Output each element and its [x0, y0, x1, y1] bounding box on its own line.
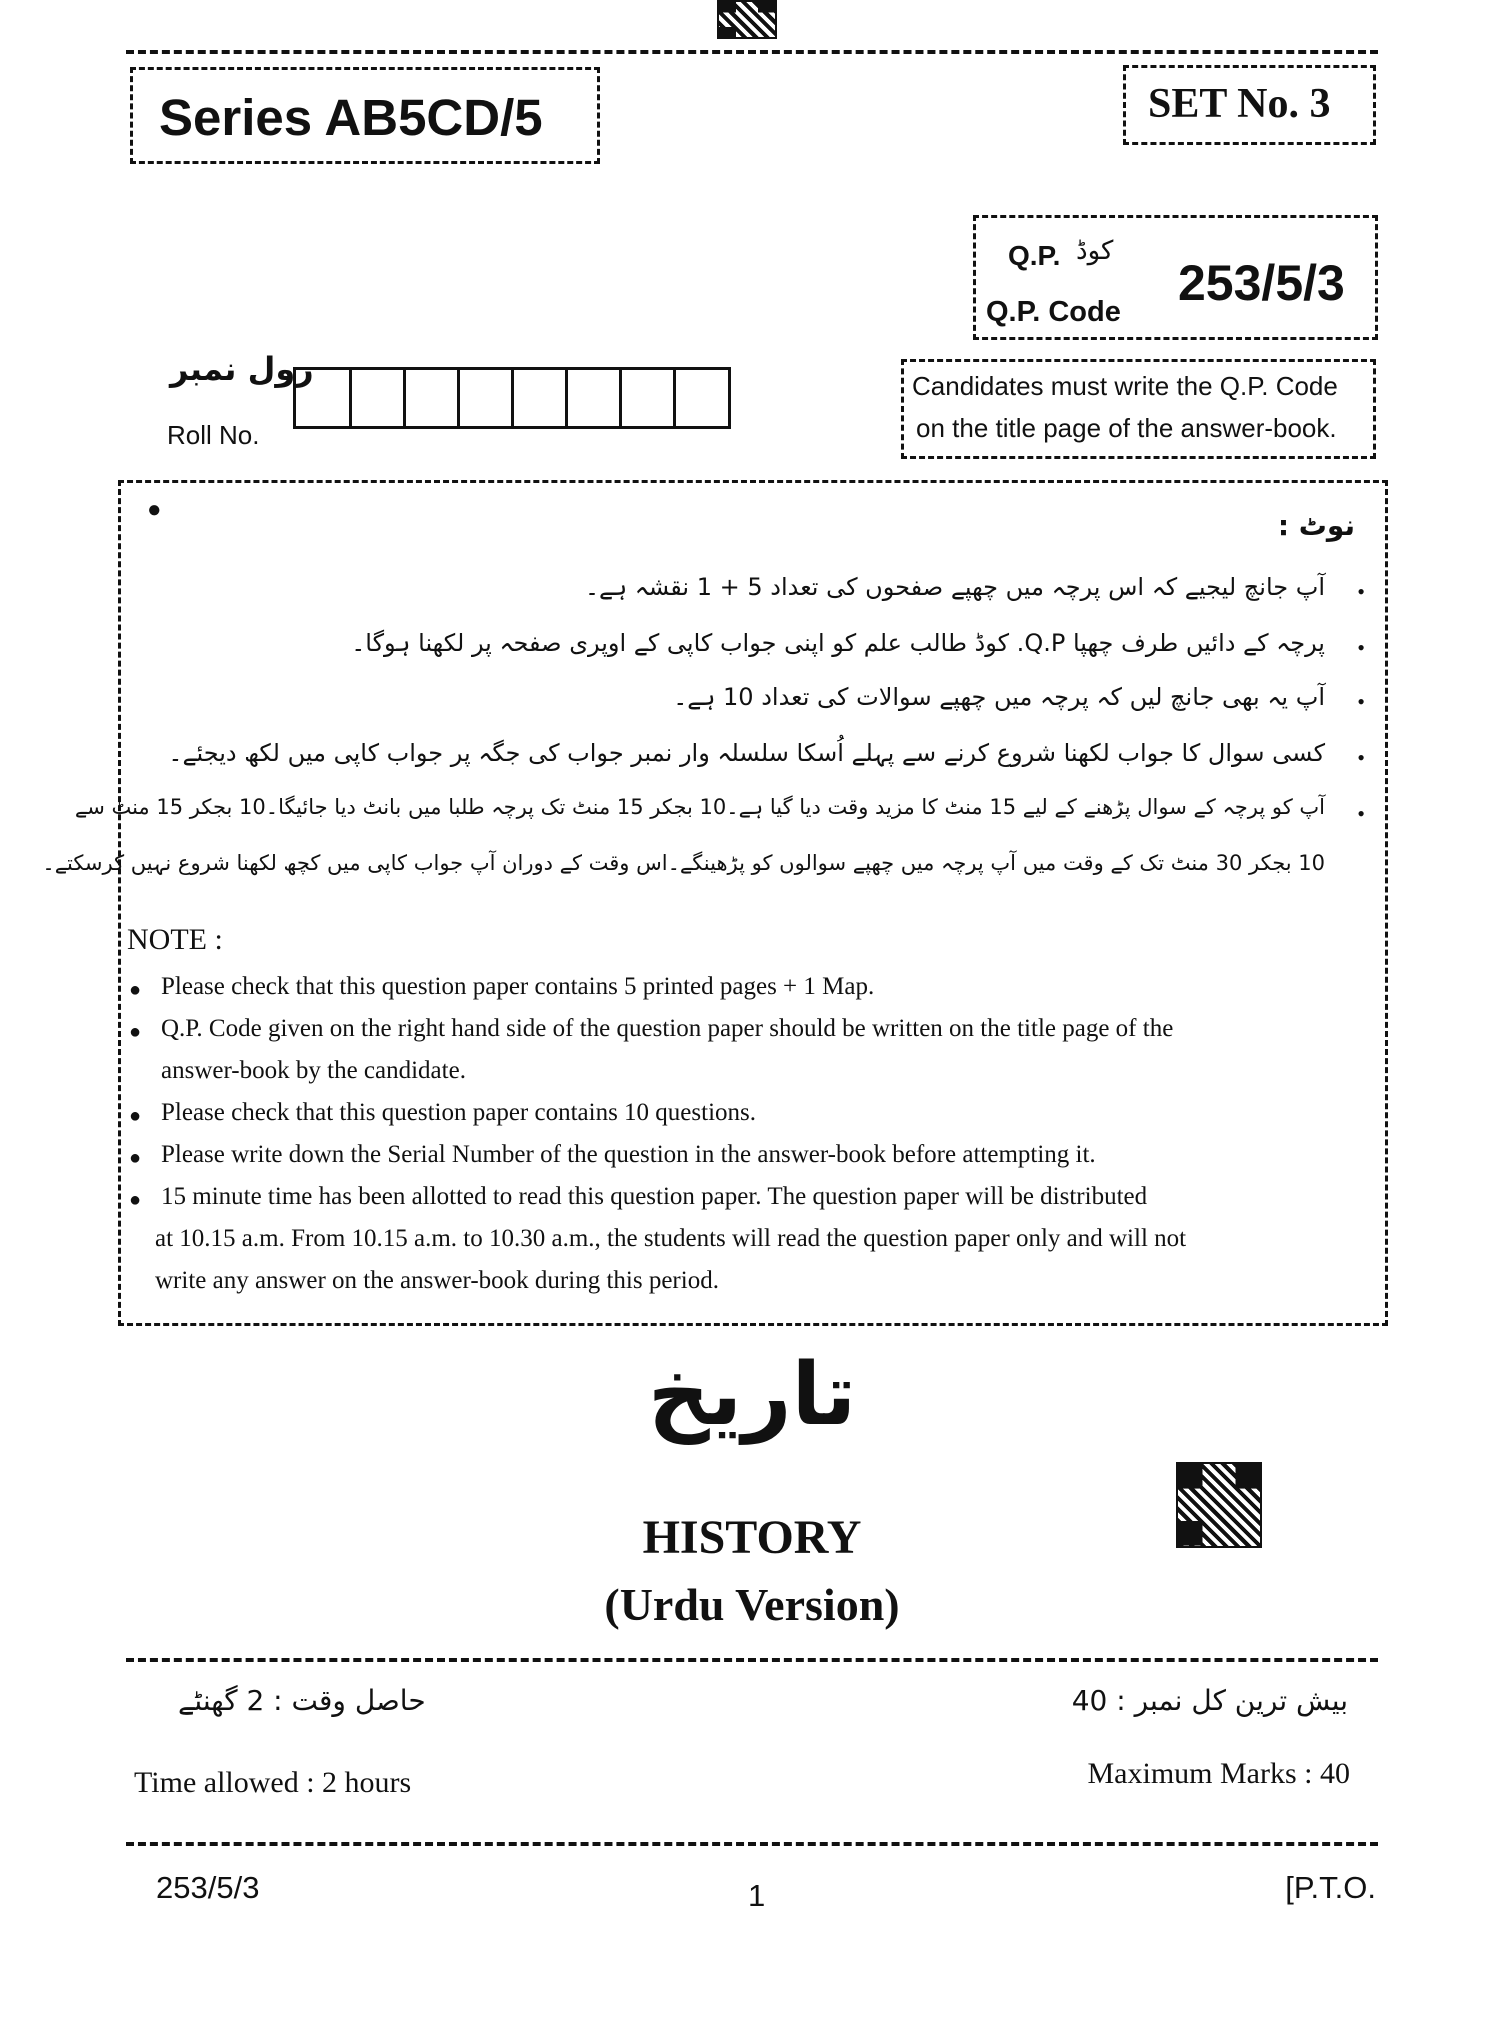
note-english-title: NOTE : [127, 923, 223, 956]
english-note-2-cont: answer-book by the candidate. [161, 1057, 466, 1084]
qp-label: Q.P. Code [986, 296, 1121, 328]
time-allowed-urdu: حاصل وقت : 2 گھنٹے [178, 1684, 426, 1717]
set-number: SET No. 3 [1148, 81, 1331, 127]
candidates-notice-box [901, 359, 1376, 459]
english-note-2: Q.P. Code given on the right hand side of the question paper should be written on the title page of the [161, 1015, 1174, 1042]
top-rule [126, 50, 1378, 54]
bullet: ● [129, 1189, 142, 1211]
qr-code-top [717, 0, 777, 39]
english-note-5-cont: at 10.15 a.m. From 10.15 a.m. to 10.30 a.m., the students will read the question paper only and will not [155, 1225, 1187, 1252]
english-note-4: Please write down the Serial Number of the question in the answer-book before attempting it. [161, 1141, 1096, 1168]
max-marks: Maximum Marks : 40 [1087, 1757, 1350, 1790]
urdu-note-2: پرچہ کے دائیں طرف چھپا Q.P. کوڈ طالب علم کو اپنی جواب کاپی کے اوپری صفحہ پر لکھنا ہوگا۔ [351, 629, 1325, 657]
pto: [P.T.O. [1285, 1870, 1376, 1905]
series-box [130, 67, 600, 164]
notice-line-2: on the title page of the answer-book. [916, 413, 1337, 443]
roll-cell[interactable] [352, 370, 406, 426]
urdu-note-1: آپ جانچ لیجیے کہ اس پرچہ میں چھپے صفحوں کی تعداد 5 + 1 نقشہ ہے۔ [584, 573, 1325, 601]
time-allowed: Time allowed : 2 hours [134, 1766, 412, 1799]
rule [126, 1658, 1378, 1662]
roll-cell[interactable] [514, 370, 568, 426]
bullet: ● [129, 1105, 142, 1127]
bullet: • [1357, 635, 1365, 660]
roll-label: Roll No. [167, 420, 260, 450]
roll-cell[interactable] [406, 370, 460, 426]
qp-code-box [973, 215, 1378, 340]
bullet: • [1357, 801, 1365, 826]
roll-cell[interactable] [568, 370, 622, 426]
english-note-1: Please check that this question paper contains 5 printed pages + 1 Map. [161, 973, 875, 1000]
roll-number-boxes[interactable] [293, 367, 731, 429]
notice-line-1: Candidates must write the Q.P. Code [912, 371, 1338, 401]
english-note-5-cont2: write any answer on the answer-book during this period. [155, 1267, 719, 1294]
roll-cell[interactable] [622, 370, 676, 426]
note-urdu-title: نوٹ : [1277, 509, 1355, 542]
urdu-note-5-cont: 10 بجکر 30 منٹ تک کے وقت میں آپ پرچہ میں چھپے سوالوں کو پڑھینگے۔اس وقت کے دوران آپ جواب کاپی میں کچھ لکھنا شروع نہیں کرسکتے۔ [42, 851, 1325, 875]
roll-cell[interactable] [460, 370, 514, 426]
bullet: ● [129, 1021, 142, 1043]
series-label: Series AB5CD/5 [159, 89, 543, 146]
qp-label-urdu: کوڈ [1076, 236, 1114, 266]
bullet: • [1357, 689, 1365, 714]
instructions-box [42, 480, 1388, 1326]
qp-code: 253/5/3 [1178, 255, 1345, 311]
footer-code: 253/5/3 [156, 1870, 260, 1905]
rule [126, 1842, 1378, 1846]
bullet-stray: ● [147, 497, 162, 523]
urdu-note-5: آپ کو پرچہ کے سوال پڑھنے کے لیے 15 منٹ کا مزید وقت دیا گیا ہے۔10 بجکر 15 منٹ تک پرچہ طلبا میں بانٹ دیا جائیگا۔10 بجکر 15 منٹ سے [74, 795, 1325, 819]
bullet: • [1357, 579, 1365, 604]
set-number-box [1123, 65, 1376, 145]
english-note-5: 15 minute time has been allotted to read this question paper. The question paper will be distributed [161, 1183, 1148, 1210]
subject-title-urdu: تاریخ [647, 1345, 857, 1445]
english-note-3: Please check that this question paper contains 10 questions. [161, 1099, 757, 1126]
urdu-note-3: آپ یہ بھی جانچ لیں کہ پرچہ میں چھپے سوالات کی تعداد 10 ہے۔ [673, 683, 1325, 711]
qr-code [1176, 1462, 1262, 1548]
max-marks-urdu: بیش ترین کل نمبر : 40 [1071, 1684, 1348, 1717]
subject-title: HISTORY [642, 1511, 862, 1564]
roll-label-urdu: رول نمبر [170, 350, 314, 388]
subject-version: (Urdu Version) [604, 1579, 900, 1630]
roll-cell[interactable] [296, 370, 352, 426]
qp-label-short: Q.P. [1008, 240, 1061, 271]
page-number: 1 [748, 1878, 766, 1913]
bullet: ● [129, 1147, 142, 1169]
roll-cell[interactable] [676, 370, 728, 426]
urdu-note-4: کسی سوال کا جواب لکھنا شروع کرنے سے پہلے اُسکا سلسلہ وار نمبر جواب کی جگہ پر جواب کاپی میں لکھ دیجئے۔ [168, 739, 1325, 767]
bullet: ● [129, 979, 142, 1001]
bullet: • [1357, 745, 1365, 770]
